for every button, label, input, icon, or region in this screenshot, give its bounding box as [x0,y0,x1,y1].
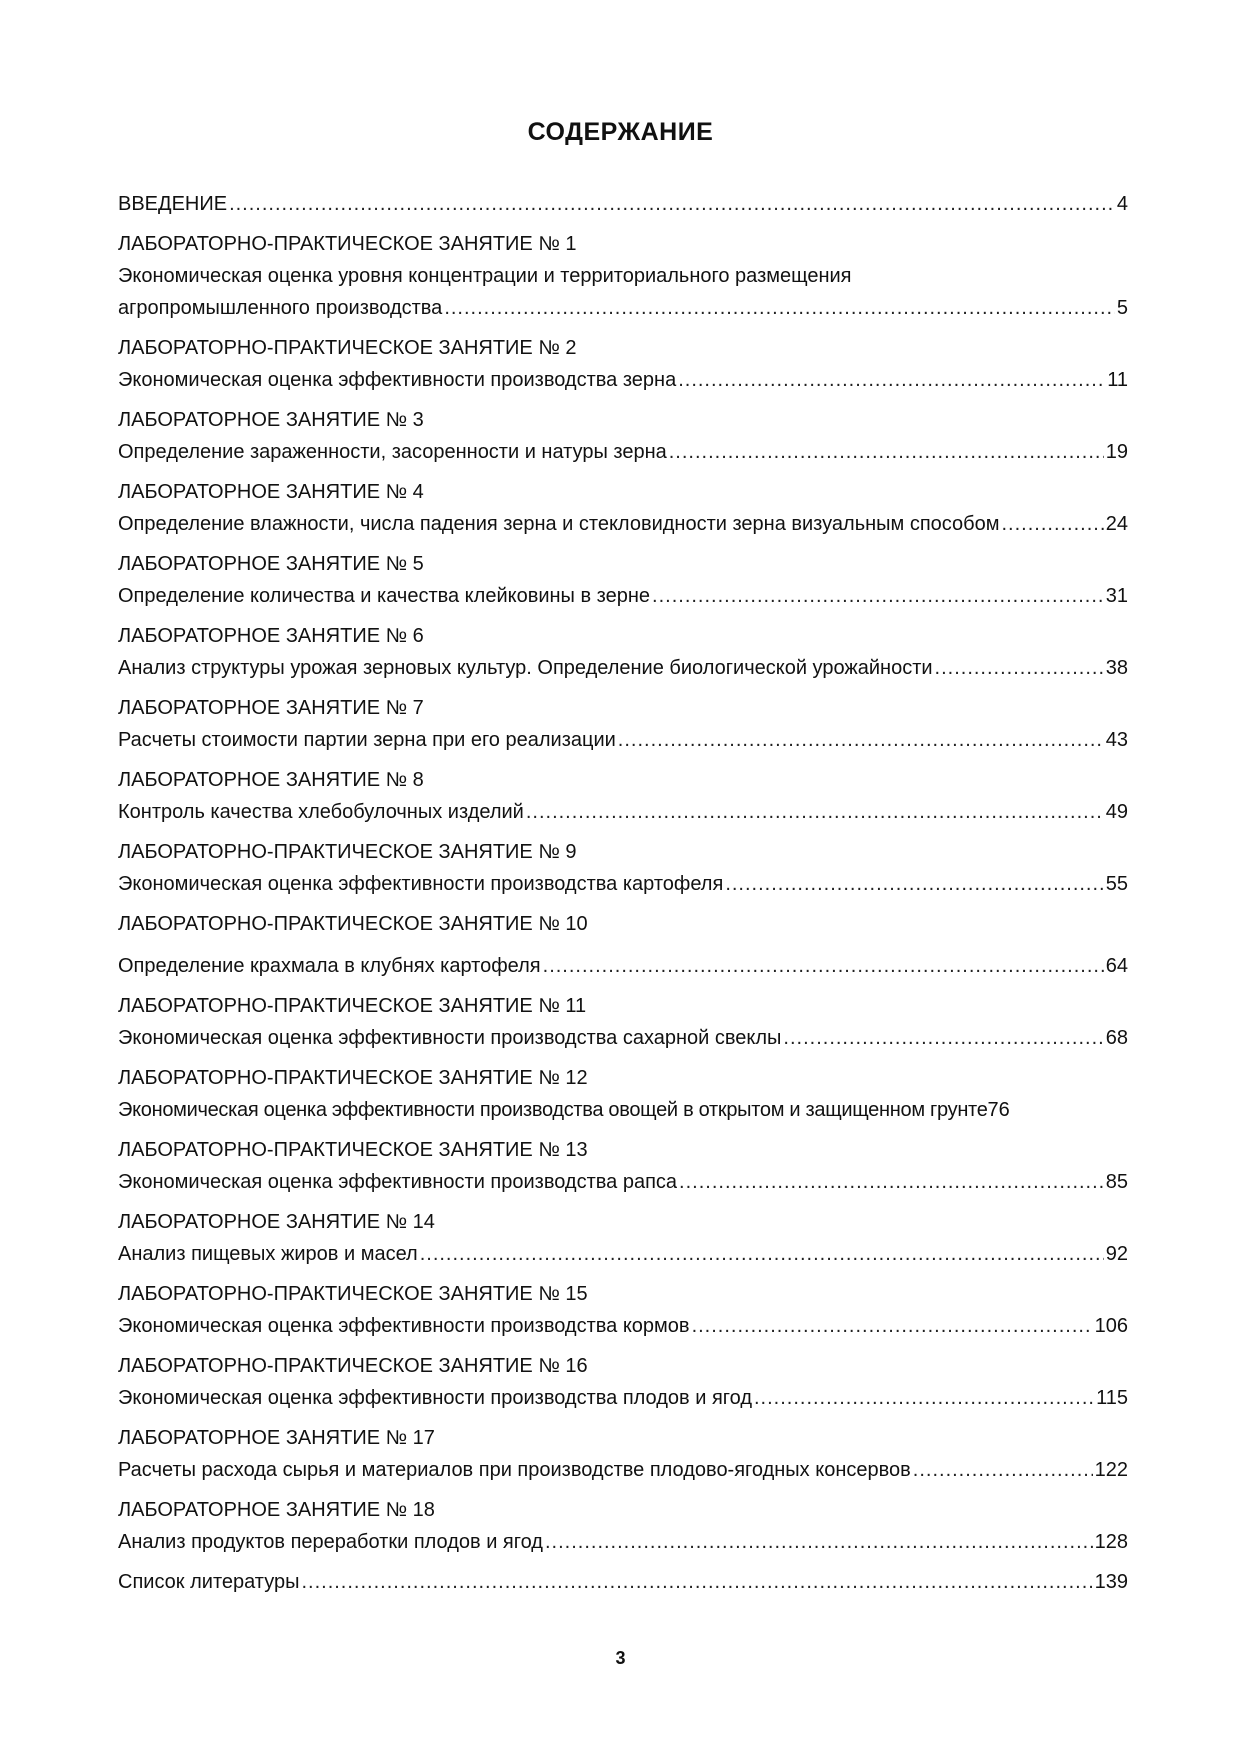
toc-entry-text: Экономическая оценка эффективности производства зерна [118,369,677,391]
toc-entry-7[interactable] [118,692,1128,756]
toc-page-number: 92 [1105,1243,1128,1265]
toc-entry-18[interactable] [118,1494,1128,1558]
dot-leader [913,1454,1093,1486]
toc-page-number: 11 [1107,369,1128,391]
toc-page-number: 5 [1116,297,1128,319]
toc-entry-8[interactable] [118,764,1128,828]
toc-entry-10[interactable] [118,908,1128,982]
dot-leader [545,1526,1093,1558]
toc-entry-heading: ЛАБОРАТОРНО-ПРАКТИЧЕСКОЕ ЗАНЯТИЕ № 9 [118,841,577,863]
toc-entry-text: Расчеты расхода сырья и материалов при производстве плодово-ягодных консервов [118,1459,911,1481]
toc-page-number: 24 [1105,513,1128,535]
dot-leader [692,1310,1093,1342]
dot-leader [679,1166,1104,1198]
toc-entry-text: Анализ продуктов переработки плодов и ягод [118,1531,543,1553]
toc-entry-text: Определение количества и качества клейковины в зерне [118,585,651,607]
toc-entry-text: Анализ структуры урожая зерновых культур. Определение биологической урожайности [118,657,933,679]
dot-leader [420,1238,1104,1270]
toc-entry-heading: ЛАБОРАТОРНОЕ ЗАНЯТИЕ № 3 [118,409,424,431]
toc-page-number: 4 [1116,193,1128,215]
toc-page-number: 122 [1094,1459,1128,1481]
toc-entry-heading: ЛАБОРАТОРНО-ПРАКТИЧЕСКОЕ ЗАНЯТИЕ № 12 [118,1067,588,1089]
toc-entry-heading: ЛАБОРАТОРНОЕ ЗАНЯТИЕ № 18 [118,1499,435,1521]
toc-entry-heading: ЛАБОРАТОРНОЕ ЗАНЯТИЕ № 6 [118,625,424,647]
toc-entry-text: Определение зараженности, засоренности и натуры зерна [118,441,667,463]
toc-entry-heading: ЛАБОРАТОРНО-ПРАКТИЧЕСКОЕ ЗАНЯТИЕ № 13 [118,1139,588,1161]
toc-entry-text: Экономическая оценка эффективности производства рапса [118,1171,678,1193]
toc-entry-text: Список литературы [118,1571,300,1593]
toc-page-number: 85 [1105,1171,1128,1193]
toc-entry-15[interactable] [118,1278,1128,1342]
toc-entry-heading: ЛАБОРАТОРНОЕ ЗАНЯТИЕ № 14 [118,1211,435,1233]
toc-entry-text: Экономическая оценка эффективности производства картофеля [118,873,724,895]
page-number: 3 [615,1648,626,1668]
toc-entry-text: Определение влажности, числа падения зерна и стекловидности зерна визуальным способом [118,513,1000,535]
toc-entry-text: Анализ пищевых жиров и масел [118,1243,418,1265]
toc-entry-heading: ЛАБОРАТОРНОЕ ЗАНЯТИЕ № 5 [118,553,424,575]
toc-page-number: 64 [1105,955,1128,977]
toc-entry-text: Контроль качества хлебобулочных изделий [118,801,524,823]
toc-page-number: 55 [1105,873,1128,895]
toc-entry-text: агропромышленного производства [118,297,443,319]
dot-leader [301,1566,1092,1598]
toc-entry-12[interactable] [118,1062,1128,1126]
toc-entry-heading: ЛАБОРАТОРНОЕ ЗАНЯТИЕ № 8 [118,769,424,791]
toc-page-number: 49 [1105,801,1128,823]
toc-entry-heading: ЛАБОРАТОРНО-ПРАКТИЧЕСКОЕ ЗАНЯТИЕ № 10 [118,913,588,935]
toc-entry-16[interactable] [118,1350,1128,1414]
dot-leader [935,652,1104,684]
dot-leader [526,796,1104,828]
dot-leader [1001,508,1103,540]
toc-page-number: 38 [1105,657,1128,679]
toc-entry-text: ВВЕДЕНИЕ [118,193,228,215]
toc-entry-heading: ЛАБОРАТОРНОЕ ЗАНЯТИЕ № 7 [118,697,424,719]
dot-leader [783,1022,1103,1054]
toc-page-number: 43 [1105,729,1128,751]
toc-entry-6[interactable] [118,620,1128,684]
toc-entry-text: Экономическая оценка эффективности производства сахарной свеклы [118,1027,782,1049]
toc-entry-heading: ЛАБОРАТОРНО-ПРАКТИЧЕСКОЕ ЗАНЯТИЕ № 1 [118,233,577,255]
toc-page-number: 139 [1094,1571,1128,1593]
toc-entry-text: Экономическая оценка эффективности производства овощей в открытом и защищенном грунте [118,1099,988,1121]
dot-leader [229,188,1115,220]
dot-leader [725,868,1103,900]
toc-entry-9[interactable] [118,836,1128,900]
toc-entry-heading: ЛАБОРАТОРНО-ПРАКТИЧЕСКОЕ ЗАНЯТИЕ № 16 [118,1355,588,1377]
toc-entry-text: Экономическая оценка эффективности производства кормов [118,1315,690,1337]
toc-entry-17[interactable] [118,1422,1128,1486]
toc-entry-text: Определение крахмала в клубнях картофеля [118,955,541,977]
toc-entry-heading: ЛАБОРАТОРНО-ПРАКТИЧЕСКОЕ ЗАНЯТИЕ № 11 [118,995,587,1017]
toc-entry-2[interactable] [118,332,1128,396]
toc-entry-heading: ЛАБОРАТОРНО-ПРАКТИЧЕСКОЕ ЗАНЯТИЕ № 15 [118,1283,588,1305]
toc-page-number: 76 [987,1099,1010,1121]
toc-entry-11[interactable] [118,990,1128,1054]
toc-entry-text: Расчеты стоимости партии зерна при его реализации [118,729,616,751]
page-title: СОДЕРЖАНИЕ [527,118,714,146]
dot-leader [678,364,1105,396]
dot-leader [543,950,1104,982]
toc-entry-13[interactable] [118,1134,1128,1198]
table-of-contents [118,188,1128,1606]
toc-entry-heading: ЛАБОРАТОРНО-ПРАКТИЧЕСКОЕ ЗАНЯТИЕ № 2 [118,337,577,359]
toc-entry-5[interactable] [118,548,1128,612]
toc-entry-heading: ЛАБОРАТОРНОЕ ЗАНЯТИЕ № 17 [118,1427,435,1449]
toc-entry-1[interactable] [118,228,1128,324]
toc-entry-4[interactable] [118,476,1128,540]
toc-page-number: 115 [1096,1387,1128,1409]
dot-leader [754,1382,1094,1414]
toc-page-number: 31 [1105,585,1128,607]
toc-entry-14[interactable] [118,1206,1128,1270]
toc-entry-3[interactable] [118,404,1128,468]
toc-page-number: 19 [1105,441,1128,463]
dot-leader [618,724,1104,756]
toc-entry-intro[interactable] [118,188,1128,220]
dot-leader [669,436,1104,468]
toc-entry-text-line1: Экономическая оценка уровня концентрации и территориального размещения [118,265,852,287]
dot-leader [444,292,1115,324]
dot-leader [652,580,1104,612]
toc-entry-references[interactable] [118,1566,1128,1598]
toc-entry-heading: ЛАБОРАТОРНОЕ ЗАНЯТИЕ № 4 [118,481,424,503]
toc-page-number: 128 [1094,1531,1128,1553]
toc-page-number: 68 [1105,1027,1128,1049]
toc-page-number: 106 [1094,1315,1128,1337]
toc-entry-text: Экономическая оценка эффективности производства плодов и ягод [118,1387,752,1409]
